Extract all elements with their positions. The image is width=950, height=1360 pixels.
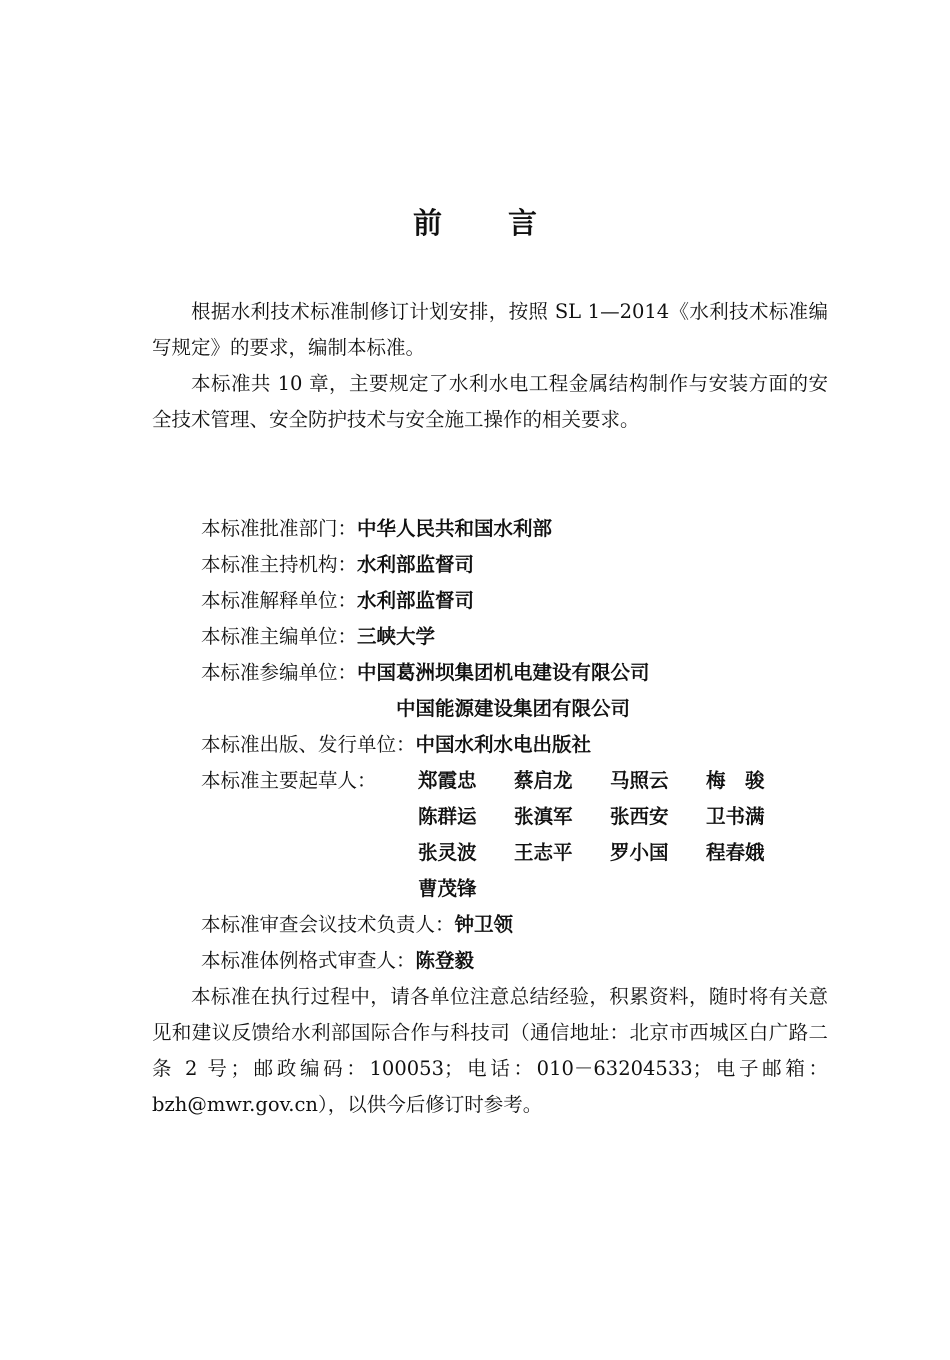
participate-row [201,655,650,691]
host-value: 水利部监督司 [357,553,475,576]
title-part-2: 言 [508,206,538,240]
drafter-name: 罗小国 [610,841,669,864]
participate-row-2 [396,691,630,727]
drafter-name: 蔡启龙 [514,769,573,792]
drafter-name: 郑霞忠 [418,769,477,792]
page-title [0,203,950,243]
drafter-name: 曹茂锋 [418,877,477,900]
participate-label: 本标准参编单位： [201,661,358,684]
paragraph-basis: 根据水利技术标准制修订计划安排，按照 SL 1—2014《水利技术标准编写规定》的要求，编制本标准。 [152,300,828,359]
publisher-label: 本标准出版、发行单位： [201,733,416,756]
interpret-label: 本标准解释单位： [201,589,358,612]
drafters-row [201,763,377,799]
host-row [201,547,474,583]
paragraph-feedback: 本标准在执行过程中，请各单位注意总结经验，积累资料，随时将有关意见和建议反馈给水利部国际合作与科技司（通信地址：北京市西城区白广路二条 2 号；邮政编码：100053；电话：010－63204533；电子邮箱：bzh@mwr.gov.cn），以供今后修订时参考。 [152,985,828,1116]
title-part-1: 前 [412,206,442,240]
drafters-label: 本标准主要起草人： [201,769,377,792]
drafter-name: 梅 骏 [706,769,765,792]
drafter-name: 马照云 [610,769,669,792]
approve-label: 本标准批准部门： [201,517,358,540]
review-tech-value: 钟卫领 [454,913,514,936]
paragraph-scope: 本标准共 10 章，主要规定了水利水电工程金属结构制作与安装方面的安全技术管理、安全防护技术与安全施工操作的相关要求。 [152,372,828,431]
drafter-name: 张西安 [610,805,669,828]
review-tech-label: 本标准审查会议技术负责人： [201,913,455,936]
host-label: 本标准主持机构： [201,553,358,576]
chief-value: 三峡大学 [357,625,436,648]
review-format-label: 本标准体例格式审查人： [201,949,416,972]
drafter-name: 张滇军 [514,805,573,828]
publisher-value: 中国水利水电出版社 [415,733,592,756]
review-format-row [201,943,474,979]
review-tech-row [201,907,513,943]
participate-value-2: 中国能源建设集团有限公司 [396,697,631,720]
drafter-name: 程春娥 [706,841,765,864]
drafter-name: 王志平 [514,841,573,864]
interpret-row [201,583,474,619]
drafter-name: 张灵波 [418,841,477,864]
approve-value: 中华人民共和国水利部 [357,517,553,540]
drafter-name: 卫书满 [706,805,765,828]
chief-label: 本标准主编单位： [201,625,358,648]
drafter-name: 陈群运 [418,805,477,828]
chief-row [201,619,435,655]
interpret-value: 水利部监督司 [357,589,475,612]
publisher-row [201,727,591,763]
participate-value-1: 中国葛洲坝集团机电建设有限公司 [357,661,650,684]
review-format-value: 陈登毅 [415,949,475,972]
approve-row [201,511,552,547]
